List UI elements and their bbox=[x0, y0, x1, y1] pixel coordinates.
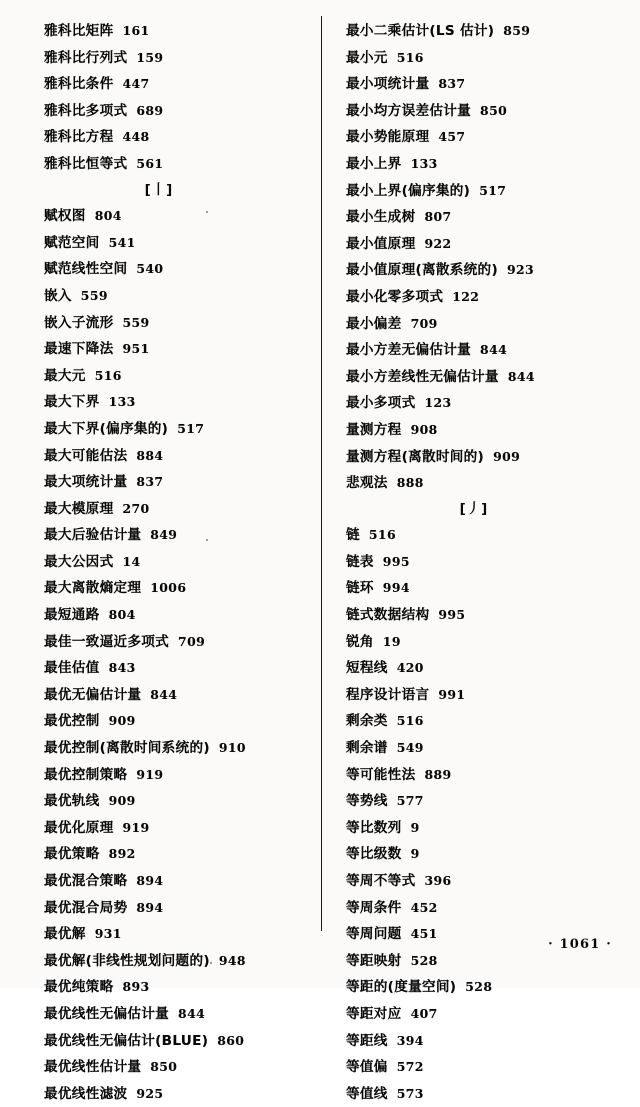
index-entry-page-number: 516 bbox=[396, 713, 424, 729]
index-entry-page-number: 559 bbox=[122, 314, 150, 330]
index-entry-page-number: 925 bbox=[136, 1085, 164, 1101]
index-entry bbox=[44, 682, 314, 709]
index-entry bbox=[346, 1001, 632, 1028]
paper-speck bbox=[210, 962, 212, 964]
index-entry bbox=[44, 655, 314, 682]
index-entry-term: 等距映射 bbox=[346, 952, 402, 969]
index-entry-term: 最大后验估计量 bbox=[44, 527, 142, 544]
index-entry bbox=[44, 1054, 314, 1081]
index-entry bbox=[346, 98, 632, 125]
index-entry-term: 链式数据结构 bbox=[346, 607, 430, 624]
index-entry-term: 等可能性法 bbox=[346, 766, 416, 783]
index-entry-term: 等比级数 bbox=[346, 846, 402, 863]
index-entry bbox=[44, 443, 314, 470]
index-entry bbox=[346, 629, 632, 656]
index-entry-page-number: 457 bbox=[438, 129, 466, 145]
index-entry bbox=[44, 496, 314, 523]
index-entry bbox=[346, 71, 632, 98]
index-entry-page-number: 843 bbox=[108, 660, 136, 676]
index-entry bbox=[346, 284, 632, 311]
index-entry bbox=[44, 815, 314, 842]
index-entry-page-number: 894 bbox=[136, 873, 164, 888]
index-entry-term: 最优线性滤波 bbox=[44, 1085, 128, 1102]
index-entry-term: 雅科比多项式 bbox=[44, 102, 128, 119]
index-entry bbox=[346, 124, 632, 151]
index-entry bbox=[44, 124, 314, 151]
index-entry-page-number: 559 bbox=[80, 287, 108, 303]
index-entry-page-number: 995 bbox=[438, 607, 466, 623]
index-entry bbox=[346, 470, 632, 497]
index-entry bbox=[44, 868, 314, 895]
index-entry bbox=[44, 522, 314, 549]
index-entry-term: 最优线性估计量 bbox=[44, 1059, 142, 1076]
index-entry-term: 嵌入子流形 bbox=[44, 314, 114, 331]
index-entry bbox=[346, 18, 632, 45]
index-entry-term: 最小上界(偏序集的) bbox=[346, 182, 471, 199]
index-entry-term: 等距线 bbox=[346, 1032, 388, 1049]
paper-speck bbox=[206, 539, 208, 541]
index-entry-page-number: 919 bbox=[136, 766, 164, 782]
index-entry-term: 链表 bbox=[346, 553, 374, 570]
index-entry-term: 最小化零多项式 bbox=[346, 288, 444, 305]
index-entry-term: 最大公因式 bbox=[44, 553, 114, 570]
index-entry-page-number: 1006 bbox=[150, 580, 187, 596]
index-entry bbox=[44, 895, 314, 922]
index-entry-page-number: 689 bbox=[136, 102, 164, 118]
index-entry-page-number: 919 bbox=[122, 819, 150, 835]
index-entry bbox=[44, 283, 314, 310]
index-entry-page-number: 850 bbox=[150, 1059, 178, 1075]
index-entry-term: 等势线 bbox=[346, 793, 388, 810]
index-entry bbox=[346, 390, 632, 417]
index-entry-term: 雅科比方程 bbox=[44, 129, 114, 146]
index-entry-page-number: 19 bbox=[382, 633, 401, 649]
index-entry-term: 链 bbox=[346, 527, 360, 544]
index-entry-term: 剩余谱 bbox=[346, 740, 388, 757]
index-entry-term: 最优控制 bbox=[44, 713, 100, 730]
index-entry bbox=[44, 549, 314, 576]
index-entry bbox=[346, 868, 632, 895]
index-entry-term: 锐角 bbox=[346, 633, 374, 650]
index-entry bbox=[346, 788, 632, 815]
index-entry bbox=[44, 1028, 314, 1055]
index-entry-term: 最小项统计量 bbox=[346, 76, 430, 93]
index-entry-term: 最大项统计量 bbox=[44, 474, 128, 491]
index-entry bbox=[44, 416, 314, 443]
index-entry bbox=[346, 257, 632, 284]
index-entry-term: 等距对应 bbox=[346, 1005, 402, 1022]
index-entry bbox=[346, 204, 632, 231]
index-entry bbox=[44, 336, 314, 363]
index-entry-page-number: 909 bbox=[493, 448, 521, 464]
index-entry-page-number: 893 bbox=[122, 979, 150, 995]
index-entry-page-number: 516 bbox=[396, 49, 424, 65]
index-entry-page-number: 407 bbox=[410, 1005, 438, 1021]
index-entry bbox=[44, 18, 314, 45]
index-entry bbox=[346, 151, 632, 178]
index-entry-page-number: 888 bbox=[396, 475, 424, 491]
index-entry-term: 最大元 bbox=[44, 367, 86, 384]
index-entry bbox=[44, 310, 314, 337]
index-entry-page-number: 541 bbox=[108, 234, 136, 250]
index-entry-term: 最优混合策略 bbox=[44, 873, 128, 889]
index-entry bbox=[44, 841, 314, 868]
index-entry-term: 等周问题 bbox=[346, 926, 402, 943]
index-entry bbox=[44, 575, 314, 602]
index-entry-term: 最小方差无偏估计量 bbox=[346, 342, 472, 359]
index-entry-page-number: 133 bbox=[108, 394, 136, 410]
index-entry bbox=[346, 815, 632, 842]
index-entry bbox=[346, 1028, 632, 1055]
index-entry-page-number: 849 bbox=[150, 527, 178, 543]
index-entry-term: 最佳估值 bbox=[44, 660, 100, 677]
index-entry-term: 最优控制策略 bbox=[44, 766, 128, 783]
index-entry bbox=[346, 841, 632, 868]
index-entry bbox=[44, 469, 314, 496]
index-entry-term: 等周条件 bbox=[346, 899, 402, 916]
section-marker: [丿] bbox=[459, 501, 489, 517]
index-entry-term: 量测方程(离散时间的) bbox=[346, 448, 485, 465]
index-entry-page-number: 884 bbox=[136, 447, 164, 463]
index-entry bbox=[346, 231, 632, 258]
index-entry-page-number: 528 bbox=[465, 979, 493, 995]
index-entry-page-number: 452 bbox=[410, 899, 438, 915]
index-entry-page-number: 133 bbox=[410, 155, 438, 171]
index-entry-page-number: 860 bbox=[217, 1032, 245, 1048]
index-entry-term: 雅科比条件 bbox=[44, 76, 114, 93]
index-entry bbox=[346, 522, 632, 549]
index-entry-page-number: 561 bbox=[136, 155, 164, 171]
left-column bbox=[0, 18, 322, 1102]
index-entry-page-number: 804 bbox=[94, 208, 122, 224]
index-entry-page-number: 951 bbox=[122, 341, 150, 357]
index-entry bbox=[346, 444, 632, 471]
index-entry-page-number: 909 bbox=[108, 713, 136, 729]
index-entry-term: 等比数列 bbox=[346, 819, 402, 836]
index-entry-page-number: 850 bbox=[480, 102, 508, 118]
index-entry-page-number: 837 bbox=[438, 76, 466, 92]
index-entry-term: 最优纯策略 bbox=[44, 979, 114, 996]
index-entry-page-number: 948 bbox=[218, 952, 246, 968]
index-entry-page-number: 528 bbox=[410, 952, 438, 968]
index-entry-term: 最优混合局势 bbox=[44, 899, 128, 916]
index-entry-page-number: 837 bbox=[136, 474, 164, 490]
index-entry-term: 最小势能原理 bbox=[346, 129, 430, 146]
index-entry-term: 短程线 bbox=[346, 660, 388, 677]
index-entry-term: 最小生成树 bbox=[346, 209, 416, 226]
index-entry-term: 等周不等式 bbox=[346, 873, 416, 889]
index-entry-term: 最大可能估法 bbox=[44, 447, 128, 464]
index-entry bbox=[44, 602, 314, 629]
index-entry-page-number: 923 bbox=[506, 262, 535, 278]
index-entry bbox=[44, 708, 314, 735]
index-entry bbox=[346, 549, 632, 576]
index-entry-term: 最小均方误差估计量 bbox=[346, 102, 472, 119]
index-entry bbox=[346, 1081, 632, 1107]
index-entry-term: 最优无偏估计量 bbox=[44, 686, 142, 703]
index-entry bbox=[346, 682, 632, 709]
index-entry bbox=[44, 762, 314, 789]
index-entry bbox=[44, 735, 314, 762]
index-entry-page-number: 804 bbox=[108, 607, 136, 623]
index-entry bbox=[44, 203, 314, 230]
index-entry-page-number: 844 bbox=[480, 342, 508, 358]
index-entry bbox=[346, 417, 632, 444]
index-entry bbox=[44, 788, 314, 815]
index-entry-term: 最优解(非线性规划问题的) bbox=[44, 952, 210, 969]
index-entry-term: 最大下界 bbox=[44, 394, 100, 411]
index-entry bbox=[346, 708, 632, 735]
index-entry-term: 最大模原理 bbox=[44, 500, 114, 517]
index-entry-term: 等距的(度量空间) bbox=[346, 979, 457, 996]
index-entry-term: 最速下降法 bbox=[44, 341, 114, 358]
index-entry-term: 雅科比行列式 bbox=[44, 49, 128, 66]
index-entry bbox=[44, 45, 314, 72]
index-entry-page-number: 447 bbox=[122, 76, 150, 92]
paper-speck bbox=[206, 211, 208, 213]
index-entry-page-number: 709 bbox=[410, 315, 438, 331]
index-entry-page-number: 161 bbox=[122, 23, 150, 38]
index-entry bbox=[44, 921, 314, 948]
index-entry-page-number: 451 bbox=[410, 926, 438, 942]
index-entry-term: 最优线性无偏估计量 bbox=[44, 1005, 170, 1022]
index-entry-page-number: 394 bbox=[396, 1032, 424, 1048]
index-entry-term: 悲观法 bbox=[346, 475, 388, 492]
index-entry-term: 赋权图 bbox=[44, 208, 86, 225]
index-entry-page-number: 892 bbox=[108, 846, 136, 862]
index-entry-page-number: 549 bbox=[396, 740, 424, 756]
index-entry-page-number: 844 bbox=[507, 368, 535, 384]
index-entry-page-number: 995 bbox=[382, 553, 410, 569]
index-entry bbox=[346, 337, 632, 364]
index-entry-term: 雅科比矩阵 bbox=[44, 23, 114, 39]
index-entry bbox=[346, 575, 632, 602]
index-entry-page-number: 807 bbox=[424, 209, 452, 225]
index-entry-page-number: 909 bbox=[108, 793, 136, 809]
index-entry bbox=[346, 178, 632, 205]
index-entry-page-number: 889 bbox=[424, 766, 452, 782]
index-entry bbox=[44, 389, 314, 416]
index-entry-term: 最优策略 bbox=[44, 846, 100, 863]
index-entry-term: 赋范线性空间 bbox=[44, 261, 128, 278]
index-entry-term: 最优解 bbox=[44, 926, 86, 943]
index-entry bbox=[44, 98, 314, 125]
index-entry-page-number: 9 bbox=[410, 819, 420, 835]
index-entry-term: 最大离散熵定理 bbox=[44, 580, 142, 597]
index-entry-term: 链环 bbox=[346, 580, 374, 597]
index-entry bbox=[44, 151, 314, 178]
index-entry-term: 最大下界(偏序集的) bbox=[44, 420, 169, 437]
index-entry-page-number: 844 bbox=[178, 1005, 206, 1021]
index-entry bbox=[44, 948, 314, 975]
index-entry-term: 最小元 bbox=[346, 49, 388, 66]
index-entry-term: 最优化原理 bbox=[44, 819, 114, 836]
index-entry-page-number: 844 bbox=[150, 686, 178, 702]
index-entry-term: 最小偏差 bbox=[346, 315, 402, 332]
index-entry-term: 赋范空间 bbox=[44, 234, 100, 251]
index-entry bbox=[44, 230, 314, 257]
index-entry bbox=[346, 735, 632, 762]
index-entry-page-number: 517 bbox=[479, 182, 507, 198]
index-entry-page-number: 516 bbox=[368, 527, 396, 543]
index-entry-term: 嵌入 bbox=[44, 287, 72, 304]
index-entry-term: 最优轨线 bbox=[44, 793, 100, 810]
index-entry-term: 最小值原理(离散系统的) bbox=[346, 262, 498, 279]
index-entry-page-number: 517 bbox=[177, 420, 205, 436]
index-entry-term: 雅科比恒等式 bbox=[44, 155, 128, 172]
index-entry-term: 剩余类 bbox=[346, 713, 388, 730]
index-entry-term: 量测方程 bbox=[346, 421, 402, 438]
index-entry-term: 最佳一致逼近多项式 bbox=[44, 633, 170, 650]
index-entry-page-number: 270 bbox=[122, 500, 150, 516]
index-entry-page-number: 994 bbox=[382, 580, 410, 596]
index-entry-page-number: 420 bbox=[396, 660, 424, 676]
index-entry-page-number: 123 bbox=[424, 395, 452, 411]
index-entry-page-number: 516 bbox=[94, 367, 122, 383]
index-entry-page-number: 14 bbox=[122, 553, 141, 569]
index-entry bbox=[44, 256, 314, 283]
index-entry bbox=[44, 1081, 314, 1107]
index-entry bbox=[44, 71, 314, 98]
index-entry-term: 最小方差线性无偏估计量 bbox=[346, 368, 499, 385]
index-entry-term: 最小值原理 bbox=[346, 235, 416, 252]
page-folio: · 1061 · bbox=[548, 937, 612, 952]
index-entry bbox=[346, 364, 632, 391]
section-marker: [丨] bbox=[144, 182, 174, 198]
index-entry-page-number: 910 bbox=[218, 740, 246, 756]
index-entry-page-number: 540 bbox=[136, 261, 164, 277]
index-entry-term: 最小多项式 bbox=[346, 395, 416, 412]
index-entry bbox=[346, 602, 632, 629]
index-entry bbox=[44, 363, 314, 390]
index-entry bbox=[346, 895, 632, 922]
index-entry-page-number: 991 bbox=[438, 686, 466, 702]
index-entry-term: 最优线性无偏估计(BLUE) bbox=[44, 1032, 209, 1049]
index-entry-term: 程序设计语言 bbox=[346, 686, 430, 703]
index-entry-page-number: 577 bbox=[396, 793, 424, 809]
index-entry-page-number: 122 bbox=[452, 288, 480, 304]
index-entry bbox=[346, 762, 632, 789]
index-entry bbox=[44, 629, 314, 656]
index-entry-page-number: 573 bbox=[396, 1085, 424, 1101]
index-entry-term: 最短通路 bbox=[44, 607, 100, 624]
index-entry-page-number: 931 bbox=[94, 926, 122, 942]
index-entry-page-number: 9 bbox=[410, 846, 420, 862]
index-entry-page-number: 908 bbox=[410, 421, 438, 437]
index-entry-page-number: 859 bbox=[503, 23, 531, 38]
index-entry bbox=[44, 1001, 314, 1028]
index-entry-term: 等值偏 bbox=[346, 1059, 388, 1076]
index-entry bbox=[346, 655, 632, 682]
index-entry bbox=[346, 1054, 632, 1081]
index-entry-page-number: 396 bbox=[424, 873, 452, 888]
index-entry-term: 最优控制(离散时间系统的) bbox=[44, 740, 210, 757]
index-entry-page-number: 922 bbox=[424, 235, 452, 251]
index-entry-page-number: 159 bbox=[136, 49, 164, 65]
index-entry-term: 最小二乘估计(LS 估计) bbox=[346, 23, 495, 39]
index-entry-term: 等值线 bbox=[346, 1085, 388, 1102]
index-entry-page-number: 709 bbox=[178, 633, 206, 649]
index-entry-page-number: 572 bbox=[396, 1059, 424, 1075]
index-entry-page-number: 894 bbox=[136, 899, 164, 915]
index-entry bbox=[346, 45, 632, 72]
index-entry bbox=[346, 311, 632, 338]
index-entry-term: 最小上界 bbox=[346, 155, 402, 172]
index-entry-page-number: 448 bbox=[122, 129, 150, 145]
